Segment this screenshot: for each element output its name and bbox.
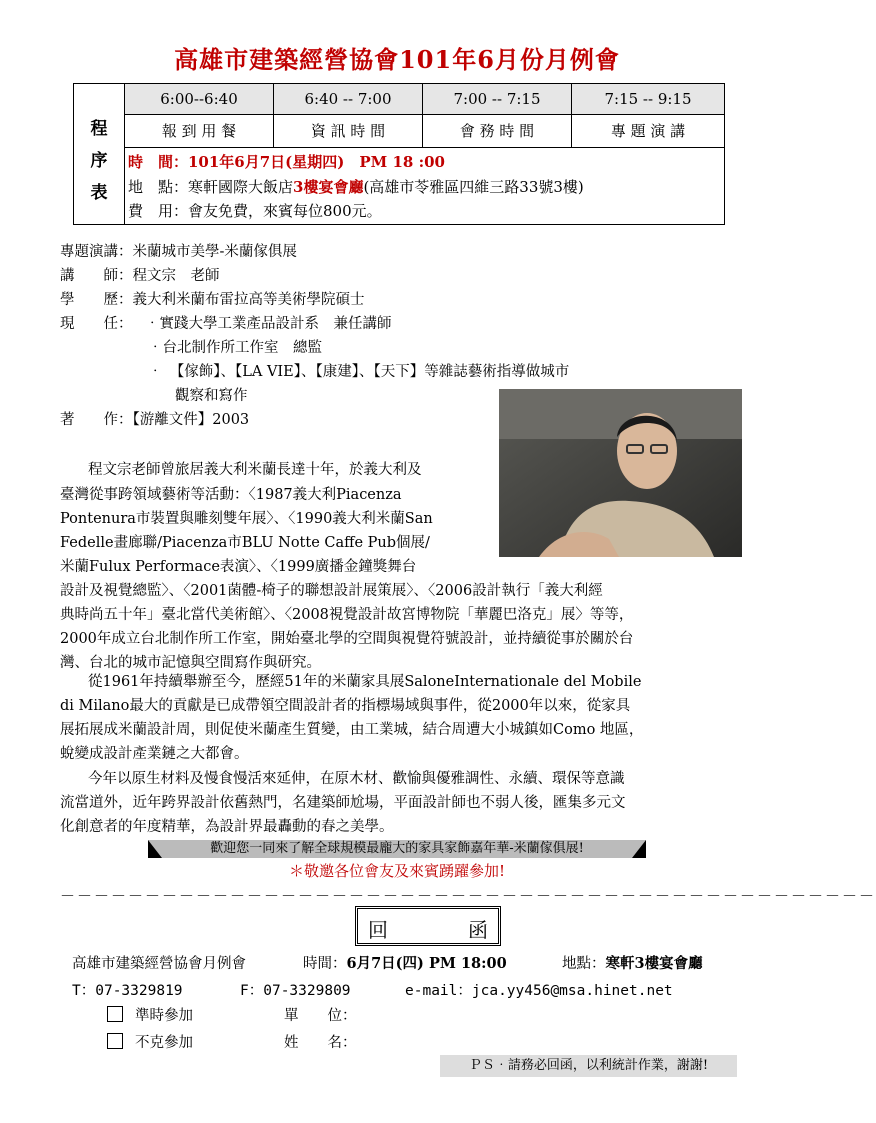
body-p1-line-5: 米蘭Fulux Performace表演〉、〈1999廣播金鐘獎舞台 [60, 559, 417, 575]
event-time: 時 間：101年6月7日(星期四) PM 18 :00 [128, 153, 445, 171]
slot-label-2: 資 訊 時 間 [273, 115, 422, 148]
name-label: 姓 名： [284, 1035, 357, 1051]
slot-time-2: 6:40 -- 7:00 [273, 84, 422, 115]
slot-label-4: 專 題 演 講 [571, 115, 724, 148]
reply-tel: T：07-3329819 [72, 983, 183, 999]
reply-title-b: 函 [468, 918, 488, 942]
slot-label-1: 報 到 用 餐 [124, 115, 273, 148]
invite-text: ＊敬邀各位會友及來賓踴躍參加! [288, 862, 506, 880]
current-item-2: ‧台北制作所工作室 總監 [148, 340, 322, 356]
current-item-3: ‧ 【傢飾】、【LA VIE】、【康建】、【天下】等雜誌藝術指導做城市 [148, 364, 570, 380]
body-p2-line-2: di Milano最大的貢獻是已成帶領空間設計者的指標場域與事件，從2000年以來，從家具 [60, 698, 631, 714]
reply-place: 地點：寒軒3樓宴會廳 [562, 955, 703, 972]
reply-time: 時間：6月7日(四) PM 18:00 [303, 955, 507, 972]
body-p3-line-1: 今年以原生材料及慢食慢活來延伸，在原木材、歡愉與優雅調性、永續、環保等意識 [88, 771, 625, 787]
reply-fax: F：07-3329809 [240, 983, 351, 999]
place-highlight: 3樓宴會廳 [293, 178, 364, 196]
slot-time-3: 7:00 -- 7:15 [422, 84, 571, 115]
current-item-3-cont: 觀察和寫作 [175, 388, 248, 404]
current-item-1: ‧實踐大學工業產品設計系 兼任講師 [145, 316, 392, 332]
place-suffix: (高雄市苓雅區四維三路33號3樓) [363, 178, 584, 196]
reply-title-box [355, 906, 501, 946]
reply-place-value: 寒軒3樓宴會廳 [605, 955, 703, 972]
schedule-side-char-3: 表 [90, 183, 108, 203]
banner-text: 歡迎您一同來了解全球規模最龐大的家具家飾嘉年華-米蘭傢俱展! [210, 841, 584, 856]
body-p2-line-4: 蛻變成設計產業鏈之大都會。 [60, 746, 249, 762]
schedule-side-char-1: 程 [90, 119, 108, 139]
body-p2-line-3: 展拓展成米蘭設計周，則促使米蘭產生質變，由工業城，結合周遭大小城鎮如Como 地區， [60, 722, 644, 738]
place-prefix: 地 點：寒軒國際大飯店 [128, 178, 294, 196]
reply-email: e-mail：jca.yy456@msa.hinet.net [405, 983, 673, 999]
body-p3-line-2: 流當道外，近年跨界設計依舊熱門，名建築師尬場，平面設計師也不弱人後，匯集多元文 [60, 795, 626, 811]
body-p1-line-1: 程文宗老師曾旅居義大利米蘭長達十年，於義大利及 [88, 462, 422, 478]
body-p3-line-3: 化創意者的年度精華，為設計界最轟動的春之美學。 [60, 819, 394, 835]
speaker-photo [499, 389, 742, 557]
absent-checkbox[interactable] [107, 1033, 123, 1049]
attend-checkbox[interactable] [107, 1006, 123, 1022]
body-p1-line-9: 灣、台北的城市記憶與空間寫作與研究。 [60, 655, 321, 671]
body-p1-line-6: 設計及視覺總監〉、〈2001菌體-椅子的聯想設計展策展〉、〈2006設計執行「義大利經 [60, 583, 603, 599]
page-title: 高雄市建築經營協會101年6月份月例會 [174, 45, 620, 74]
welcome-banner [148, 840, 646, 858]
banner-right-triangle-icon [632, 840, 646, 858]
works-line: 著 作：【游離文件】2003 [60, 412, 250, 428]
reply-org: 高雄市建築經營協會月例會 [72, 956, 246, 972]
body-p1-line-3: Pontenura市裝置與雕刻雙年展〉、〈1990義大利米蘭San [60, 511, 433, 527]
schedule-side-char-2: 序 [90, 151, 108, 171]
body-p1-line-7: 典時尚五十年」臺北當代美術館〉、〈2008視覺設計故宮博物院「華麗巴洛克」展〉等等， [60, 607, 634, 623]
event-fee: 費 用：會友免費，來賓每位800元。 [128, 202, 382, 220]
ps-note: ＰＳ‧請務必回函，以利統計作業，謝謝! [440, 1055, 737, 1077]
lecturer-line: 講 師：程文宗 老師 [60, 268, 220, 284]
body-p2-line-1: 從1961年持續舉辦至今，歷經51年的米蘭家具展SaloneInternationale del Mobile [88, 674, 642, 690]
slot-time-4: 7:15 -- 9:15 [571, 84, 724, 115]
banner-left-triangle-icon [148, 840, 162, 858]
absent-label: 不克參加 [135, 1035, 193, 1051]
slot-label-3: 會 務 時 間 [422, 115, 571, 148]
current-label: 現 任： [60, 316, 133, 332]
body-p1-line-8: 2000年成立台北制作所工作室，開始臺北學的空間與視覺符號設計，並持續從事於關於台 [60, 631, 634, 647]
body-p1-line-2: 臺灣從事跨領域藝術等活動：〈1987義大利Piacenza [60, 487, 402, 503]
slot-time-1: 6:00--6:40 [124, 84, 273, 115]
body-p1-line-4: Fedelle畫廊聯/Piacenza市BLU Notte Caffe Pub個展/ [60, 535, 430, 551]
unit-label: 單 位： [284, 1008, 357, 1024]
cut-divider: －－－－－－－－－－－－－－－－－－－－－－－－－－－－－－－－－－－－－－－－－－－－－－－－ [60, 887, 876, 905]
event-place [128, 176, 584, 197]
reply-time-value: 6月7日(四) PM 18:00 [346, 955, 507, 972]
attend-label: 準時參加 [135, 1008, 193, 1024]
topic-line: 專題演講：米蘭城市美學-米蘭傢俱展 [60, 244, 297, 260]
education-line: 學 歷：義大利米蘭布雷拉高等美術學院碩士 [60, 292, 365, 308]
reply-title-a: 回 [368, 918, 388, 942]
